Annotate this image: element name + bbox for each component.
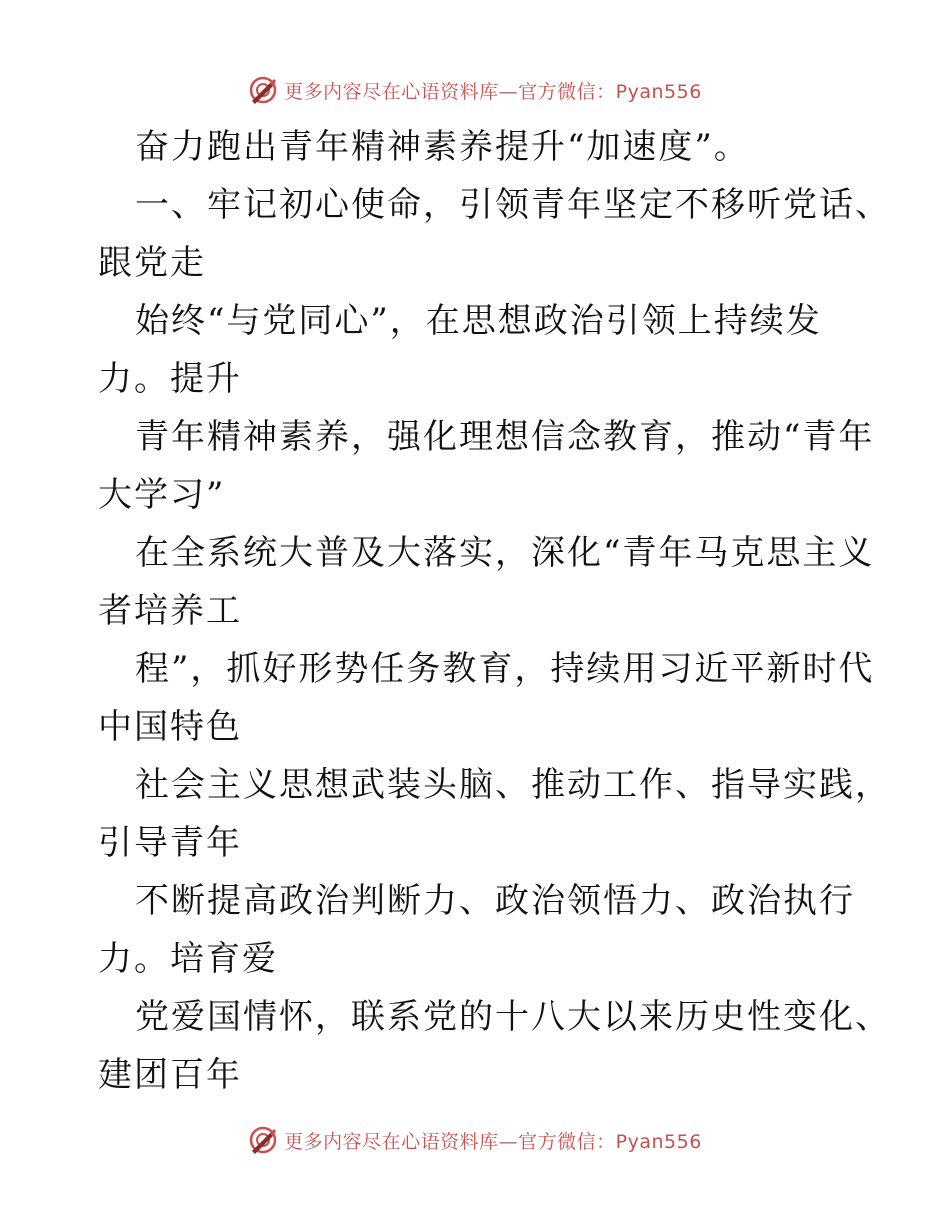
text-line: 跟党走 — [98, 243, 206, 283]
text-line: 力。提升 — [98, 359, 242, 399]
text-line: 在全系统大普及大落实，深化“青年马克思主义 — [135, 533, 875, 573]
document-body — [98, 118, 891, 1104]
header-watermark — [0, 70, 950, 110]
text-line: 青年精神素养，强化理想信念教育，推动“青年 — [135, 417, 875, 457]
text-line: 始终“与党同心”，在思想政治引领上持续发 — [135, 301, 822, 341]
text-line: 社会主义思想武装头脑、推动工作、指导实践， — [135, 765, 891, 805]
pen-logo-icon — [248, 75, 278, 105]
text-line: 大学习” — [98, 475, 226, 515]
pen-logo-icon — [248, 1125, 278, 1155]
text-line: 建团百年 — [98, 1055, 242, 1095]
footer-watermark — [0, 1120, 950, 1160]
text-line: 一、牢记初心使命，引领青年坚定不移听党话、 — [135, 185, 891, 225]
watermark-text: 更多内容尽在心语资料库—官方微信：Pyan556 — [284, 1130, 702, 1153]
text-line: 中国特色 — [98, 707, 242, 747]
text-line: 力。培育爱 — [98, 939, 278, 979]
text-line: 程”，抓好形势任务教育，持续用习近平新时代 — [135, 649, 875, 689]
text-line: 不断提高政治判断力、政治领悟力、政治执行 — [135, 881, 855, 921]
text-line: 引导青年 — [98, 823, 242, 863]
text-line: 党爱国情怀，联系党的十八大以来历史性变化、 — [135, 997, 891, 1037]
watermark-text: 更多内容尽在心语资料库—官方微信：Pyan556 — [284, 80, 702, 103]
text-line: 奋力跑出青年精神素养提升“加速度”。 — [135, 127, 750, 167]
text-line: 者培养工 — [98, 591, 242, 631]
